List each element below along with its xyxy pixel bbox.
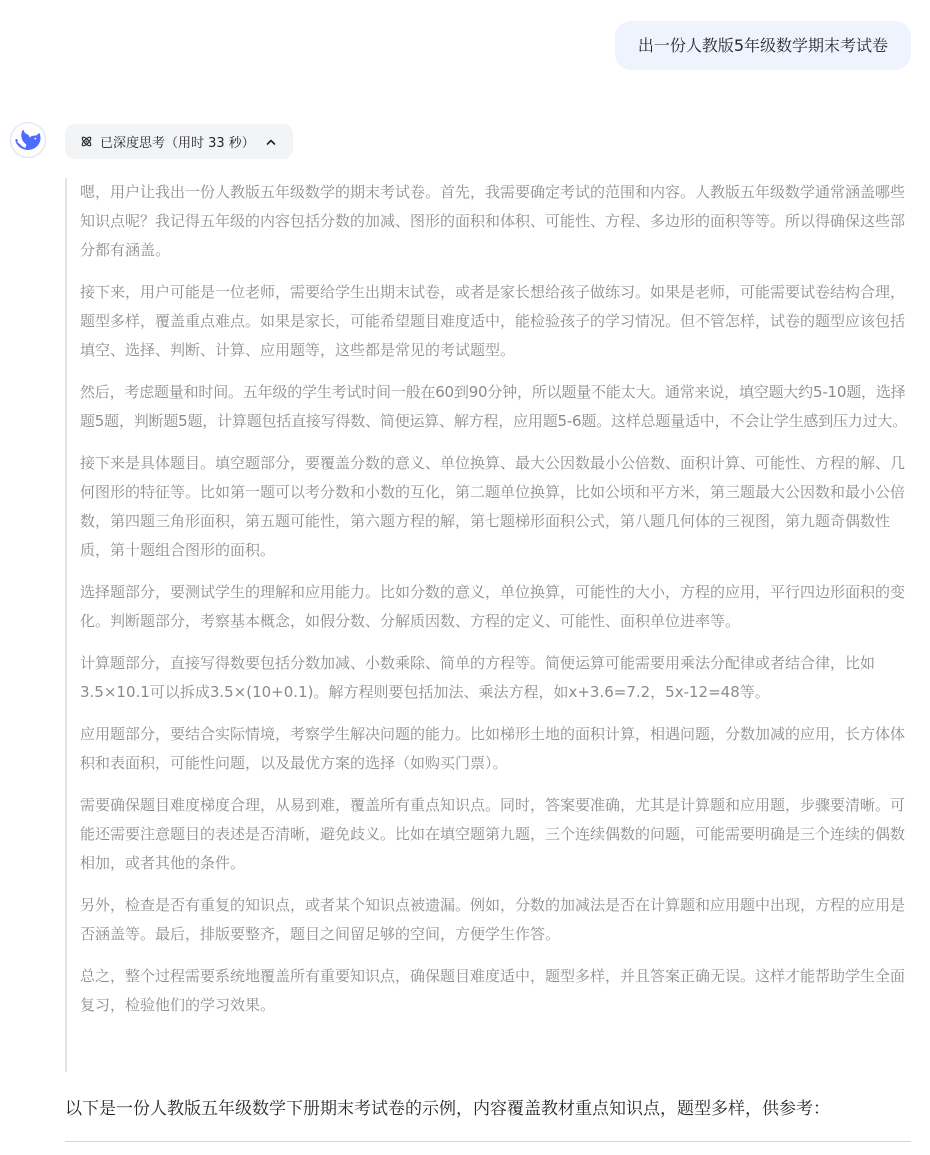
thought-paragraph: 接下来是具体题目。填空题部分，要覆盖分数的意义、单位换算、最大公因数最小公倍数、面积计算、可能性、方程的解、几何图形的特征等。比如第一题可以考分数和小数的互化，第二题单位换算，比如公顷和平方米，第三题最大公因数和最小公倍数，第四题三角形面积，第五题可能性，第六题方程的解，第七题梯形面积公式，第八题几何体的三视图，第九题奇偶数性质，第十题组合图形的面积。 bbox=[80, 454, 906, 559]
whale-logo-icon bbox=[15, 129, 41, 151]
thought-paragraph: 嗯，用户让我出一份人教版五年级数学的期末考试卷。首先，我需要确定考试的范围和内容。人教版五年级数学通常涵盖哪些知识点呢？我记得五年级的内容包括分数的加减、图形的面积和体积、可能性、方程、多边形的面积等等。所以得确保这些部分都有涵盖。 bbox=[80, 183, 906, 259]
deep-thinking-label: 已深度思考（用时 33 秒） bbox=[100, 136, 255, 151]
atom-icon bbox=[80, 135, 93, 148]
thought-paragraph: 然后，考虑题量和时间。五年级的学生考试时间一般在60到90分钟，所以题量不能太大。通常来说，填空题大约5-10题，选择题5题，判断题5题，计算题包括直接写得数、简便运算、解方程，应用题5-6题。这样总题量适中，不会让学生感到压力过大。 bbox=[80, 383, 907, 430]
thought-paragraph: 选择题部分，要测试学生的理解和应用能力。比如分数的意义，单位换算，可能性的大小，方程的应用，平行四边形面积的变化。判断题部分，考察基本概念，如假分数、分解质因数、方程的定义、可能性、面积单位进率等。 bbox=[80, 583, 906, 630]
deep-thinking-toggle[interactable] bbox=[65, 124, 293, 159]
thought-paragraph: 另外，检查是否有重复的知识点，或者某个知识点被遗漏。例如，分数的加减法是否在计算题和应用题中出现，方程的应用是否涵盖等。最后，排版要整齐，题目之间留足够的空间，方便学生作答。 bbox=[80, 896, 906, 943]
answer-intro: 以下是一份人教版五年级数学下册期末考试卷的示例，内容覆盖教材重点知识点，题型多样，供参考： bbox=[65, 1099, 830, 1119]
user-message-bubble bbox=[615, 21, 911, 70]
thought-paragraph: 需要确保题目难度梯度合理，从易到难，覆盖所有重点知识点。同时，答案要准确，尤其是计算题和应用题，步骤要清晰。可能还需要注意题目的表述是否清晰，避免歧义。比如在填空题第九题，三个连续偶数的问题，可能需要明确是三个连续的偶数相加，或者其他的条件。 bbox=[80, 796, 906, 872]
divider bbox=[65, 1141, 911, 1142]
user-message-text: 出一份人教版5年级数学期末考试卷 bbox=[637, 36, 888, 55]
thought-process bbox=[65, 178, 913, 1072]
assistant-avatar bbox=[10, 122, 46, 158]
thought-paragraph: 应用题部分，要结合实际情境，考察学生解决问题的能力。比如梯形土地的面积计算，相遇问题，分数加减的应用，长方体体积和表面积，可能性问题，以及最优方案的选择（如购买门票）。 bbox=[80, 725, 906, 772]
thought-paragraph: 接下来，用户可能是一位老师，需要给学生出期末试卷，或者是家长想给孩子做练习。如果是老师，可能需要试卷结构合理，题型多样，覆盖重点难点。如果是家长，可能希望题目难度适中，能检验孩子的学习情况。但不管怎样，试卷的题型应该包括填空、选择、判断、计算、应用题等，这些都是常见的考试题型。 bbox=[80, 283, 906, 359]
chevron-up-icon bbox=[265, 136, 277, 148]
thought-paragraph: 总之，整个过程需要系统地覆盖所有重要知识点，确保题目难度适中，题型多样，并且答案正确无误。这样才能帮助学生全面复习，检验他们的学习效果。 bbox=[80, 967, 906, 1014]
thought-paragraph: 计算题部分，直接写得数要包括分数加减、小数乘除、简单的方程等。简便运算可能需要用乘法分配律或者结合律，比如3.5×10.1可以拆成3.5×(10+0.1)。解方程则要包括加法、乘法方程，如x+3.6=7.2，5x-12=48等。 bbox=[80, 654, 876, 701]
